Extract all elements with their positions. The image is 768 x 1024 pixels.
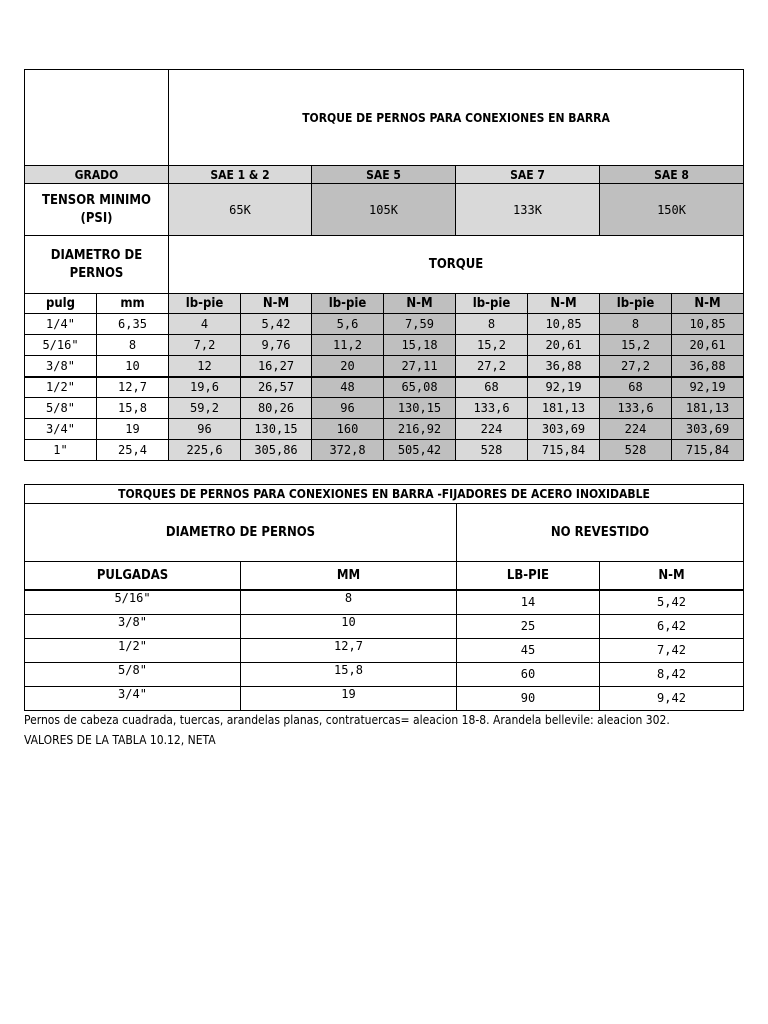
- table-cell: 6,35: [97, 314, 169, 335]
- stainless-table-title: TORQUES DE PERNOS PARA CONEXIONES EN BARRA -FIJADORES DE ACERO INOXIDABLE: [25, 485, 744, 504]
- table-row: [25, 686, 744, 710]
- sub-header-n-m: N-M: [384, 294, 456, 314]
- sub-header-lb-pie: lb-pie: [456, 294, 528, 314]
- table-cell: 26,57: [241, 377, 312, 398]
- table-row: [25, 377, 744, 398]
- table-cell: 133,6: [600, 398, 672, 419]
- table-cell: 10: [241, 614, 457, 638]
- table-cell: 8: [97, 335, 169, 356]
- sub-header-lb-pie: lb-pie: [312, 294, 384, 314]
- table-cell: 3/4": [25, 419, 97, 440]
- blank-corner-cell: [25, 70, 169, 166]
- table-cell: 216,92: [384, 419, 456, 440]
- table-cell: 12: [169, 356, 241, 377]
- sub-header-lb-pie: lb-pie: [169, 294, 241, 314]
- stainless-torque-table: [24, 484, 744, 711]
- table-row: [25, 590, 744, 615]
- table-cell: 8: [456, 314, 528, 335]
- table-cell: 1/2": [25, 638, 241, 662]
- no-revestido-label: NO REVESTIDO: [457, 504, 744, 562]
- table-cell: 3/8": [25, 356, 97, 377]
- table-cell: 7,42: [600, 638, 744, 662]
- table-cell: 715,84: [528, 440, 600, 461]
- grade-header: SAE 7: [456, 166, 600, 184]
- table-cell: 5/8": [25, 662, 241, 686]
- table-row: [25, 440, 744, 461]
- table-cell: 303,69: [672, 419, 744, 440]
- table-cell: 15,8: [97, 398, 169, 419]
- table-cell: 59,2: [169, 398, 241, 419]
- table-cell: 4: [169, 314, 241, 335]
- table-row: [25, 638, 744, 662]
- table-cell: 5/16": [25, 590, 241, 615]
- table-row: [25, 335, 744, 356]
- table-cell: 68: [456, 377, 528, 398]
- grade-header: SAE 1 & 2: [169, 166, 312, 184]
- sub-header-pulg: pulg: [25, 294, 97, 314]
- tensor-value: 133K: [456, 184, 600, 236]
- table-cell: 27,2: [456, 356, 528, 377]
- table-cell: 80,26: [241, 398, 312, 419]
- table-cell: 181,13: [672, 398, 744, 419]
- tensor-value: 65K: [169, 184, 312, 236]
- table-cell: 1/2": [25, 377, 97, 398]
- table-cell: 10: [97, 356, 169, 377]
- table-cell: 11,2: [312, 335, 384, 356]
- table-cell: 9,76: [241, 335, 312, 356]
- header-lb-pie: LB-PIE: [457, 562, 600, 590]
- table-row: [25, 314, 744, 335]
- table-cell: 528: [600, 440, 672, 461]
- table-row: [25, 356, 744, 377]
- header-n-m: N-M: [600, 562, 744, 590]
- table-cell: 48: [312, 377, 384, 398]
- table-cell: 8,42: [600, 662, 744, 686]
- table-cell: 372,8: [312, 440, 384, 461]
- table-cell: 5/8": [25, 398, 97, 419]
- sub-header-mm: mm: [97, 294, 169, 314]
- table-cell: 68: [600, 377, 672, 398]
- table-cell: 160: [312, 419, 384, 440]
- grado-label: GRADO: [25, 166, 169, 184]
- sub-header-lb-pie: lb-pie: [600, 294, 672, 314]
- table-cell: 224: [456, 419, 528, 440]
- table-cell: 27,11: [384, 356, 456, 377]
- torque-table: [24, 69, 744, 461]
- table-cell: 5/16": [25, 335, 97, 356]
- torque-label: TORQUE: [169, 236, 744, 294]
- table-cell: 15,2: [456, 335, 528, 356]
- table-cell: 60: [457, 662, 600, 686]
- table-cell: 15,8: [241, 662, 457, 686]
- table-cell: 14: [457, 590, 600, 615]
- table-cell: 303,69: [528, 419, 600, 440]
- table-cell: 5,6: [312, 314, 384, 335]
- table-cell: 8: [600, 314, 672, 335]
- table-row: [25, 419, 744, 440]
- table-cell: 12,7: [241, 638, 457, 662]
- table-cell: 5,42: [241, 314, 312, 335]
- table-cell: 25,4: [97, 440, 169, 461]
- table-cell: 92,19: [672, 377, 744, 398]
- table-cell: 16,27: [241, 356, 312, 377]
- tensor-minimo-label: TENSOR MINIMO (PSI): [25, 184, 169, 236]
- table-cell: 1/4": [25, 314, 97, 335]
- table-cell: 36,88: [672, 356, 744, 377]
- table-cell: 5,42: [600, 590, 744, 615]
- table-cell: 20,61: [528, 335, 600, 356]
- header-pulgadas: PULGADAS: [25, 562, 241, 590]
- table-cell: 96: [312, 398, 384, 419]
- tensor-value: 105K: [312, 184, 456, 236]
- table-cell: 225,6: [169, 440, 241, 461]
- table-cell: 20,61: [672, 335, 744, 356]
- diametro-pernos-label: DIAMETRO DE PERNOS: [25, 504, 457, 562]
- table-row: [25, 662, 744, 686]
- table-cell: 6,42: [600, 614, 744, 638]
- table-cell: 19,6: [169, 377, 241, 398]
- table-cell: 10,85: [528, 314, 600, 335]
- table-cell: 15,18: [384, 335, 456, 356]
- sub-header-n-m: N-M: [528, 294, 600, 314]
- table-cell: 20: [312, 356, 384, 377]
- table-cell: 505,42: [384, 440, 456, 461]
- table-cell: 8: [241, 590, 457, 615]
- table-cell: 19: [97, 419, 169, 440]
- note-source: VALORES DE LA TABLA 10.12, NETA: [24, 733, 216, 747]
- tensor-value: 150K: [600, 184, 744, 236]
- table-row: [25, 398, 744, 419]
- table-cell: 133,6: [456, 398, 528, 419]
- table-cell: 7,59: [384, 314, 456, 335]
- table-cell: 9,42: [600, 686, 744, 710]
- table-cell: 181,13: [528, 398, 600, 419]
- table-cell: 90: [457, 686, 600, 710]
- table-cell: 528: [456, 440, 528, 461]
- header-mm: MM: [241, 562, 457, 590]
- table-cell: 130,15: [241, 419, 312, 440]
- grade-header: SAE 5: [312, 166, 456, 184]
- table-cell: 45: [457, 638, 600, 662]
- table-cell: 27,2: [600, 356, 672, 377]
- sub-header-n-m: N-M: [241, 294, 312, 314]
- table-row: [25, 614, 744, 638]
- table-cell: 36,88: [528, 356, 600, 377]
- grade-header: SAE 8: [600, 166, 744, 184]
- table-cell: 1": [25, 440, 97, 461]
- table-cell: 92,19: [528, 377, 600, 398]
- table-cell: 10,85: [672, 314, 744, 335]
- sub-header-n-m: N-M: [672, 294, 744, 314]
- table-cell: 96: [169, 419, 241, 440]
- table-cell: 3/8": [25, 614, 241, 638]
- table-cell: 3/4": [25, 686, 241, 710]
- table-cell: 7,2: [169, 335, 241, 356]
- table-cell: 65,08: [384, 377, 456, 398]
- note-alloys: Pernos de cabeza cuadrada, tuercas, arandelas planas, contratuercas= aleacion 18-8. Arandela bellevile: aleacion 302.: [24, 713, 670, 727]
- torque-table-container: [24, 69, 743, 461]
- table-cell: 224: [600, 419, 672, 440]
- table-cell: 305,86: [241, 440, 312, 461]
- table-cell: 130,15: [384, 398, 456, 419]
- table-cell: 12,7: [97, 377, 169, 398]
- diametro-label: DIAMETRO DE PERNOS: [25, 236, 169, 294]
- table-title: TORQUE DE PERNOS PARA CONEXIONES EN BARRA: [169, 70, 744, 166]
- table-cell: 15,2: [600, 335, 672, 356]
- table-cell: 25: [457, 614, 600, 638]
- table-cell: 715,84: [672, 440, 744, 461]
- table-cell: 19: [241, 686, 457, 710]
- stainless-table-container: [24, 484, 743, 711]
